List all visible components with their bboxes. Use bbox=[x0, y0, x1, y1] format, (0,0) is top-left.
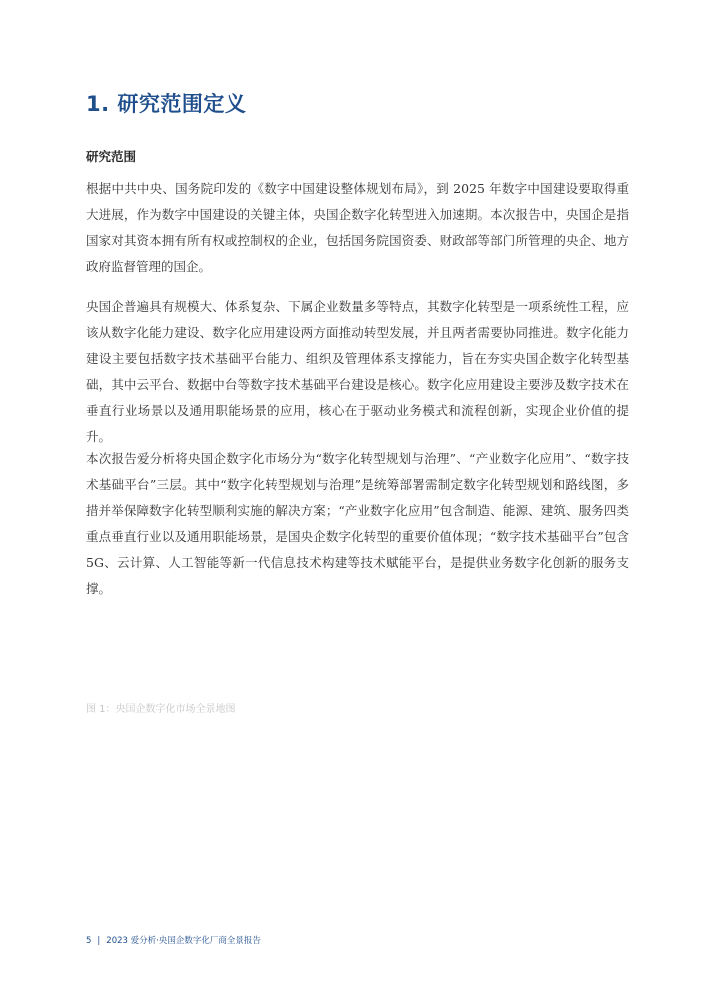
paragraph: 本次报告爱分析将央国企数字化市场分为“数字化转型规划与治理”、“产业数字化应用”、“数字技术基础平台”三层。其中“数字化转型规划与治理”是统筹部署需制定数字化转型规划和路线图，多措并举保障数字化转型顺利实施的解决方案；“产业数字化应用”包含制造、能源、建筑、服务四类重点垂直行业以及通用职能场景，是国央企数字化转型的重要价值体现；“数字技术基础平台”包含 5G、云计算、人工智能等新一代信息技术构建等技术赋能平台，是提供业务数字化创新的服务支撑。 bbox=[86, 451, 629, 596]
paragraph: 央国企普遍具有规模大、体系复杂、下属企业数量多等特点，其数字化转型是一项系统性工程，应该从数字化能力建设、数字化应用建设两方面推动转型发展，并且两者需要协同推进。数字化能力建设主要包括数字技术基础平台能力、组织及管理体系支撑能力，旨在夯实央国企数字化转型基础，其中云平台、数据中台等数字技术基础平台建设是核心。数字化应用建设主要涉及数字技术在垂直行业场景以及通用职能场景的应用，核心在于驱动业务模式和流程创新，实现企业价值的提升。 bbox=[86, 299, 629, 444]
footer-separator: | bbox=[97, 936, 101, 946]
page-footer bbox=[86, 934, 261, 946]
paragraph: 根据中共中央、国务院印发的《数字中国建设整体规划布局》，到 2025 年数字中国建设要取得重大进展，作为数字中国建设的关键主体，央国企数字化转型进入加速期。本次报告中，央国企是指国家对其资本拥有所有权或控制权的企业，包括国务院国资委、财政部等部门所管理的央企、地方政府监督管理的国企。 bbox=[86, 181, 629, 274]
page-number: 5 bbox=[86, 936, 92, 946]
report-title: 2023 爱分析·央国企数字化厂商全景报告 bbox=[106, 936, 261, 946]
figure-caption: 图 1：央国企数字化市场全景地图 bbox=[86, 704, 236, 715]
sub-heading: 研究范围 bbox=[86, 149, 137, 164]
section-title: 1. 研究范围定义 bbox=[86, 92, 247, 116]
